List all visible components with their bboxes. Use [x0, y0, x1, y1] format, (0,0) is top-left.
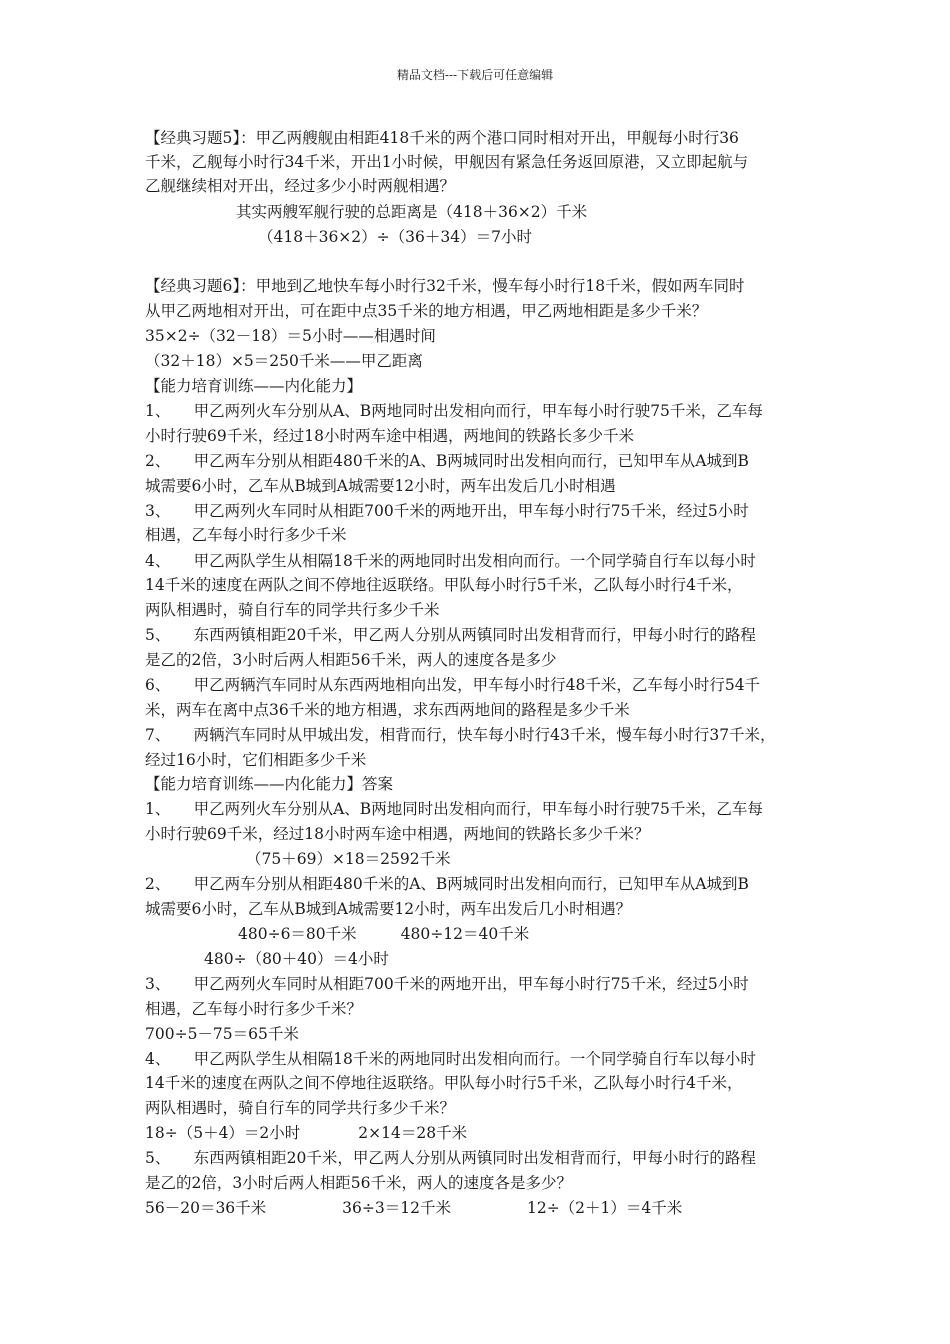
- answer-part: 480÷6＝80千米: [238, 925, 357, 943]
- answer-line: [145, 1121, 467, 1145]
- answer-part: 2×14＝28千米: [358, 1124, 468, 1142]
- text-line: 14千米的速度在两队之间不停地往返联络。甲队每小时行5千米，乙队每小时行4千米，: [145, 1074, 743, 1092]
- answer-part: 56－20＝36千米: [145, 1199, 267, 1217]
- text-line: 城需要6小时，乙车从B城到A城需要12小时，两车出发后几小时相遇？: [145, 900, 632, 918]
- text-line: 【经典习题5】：甲乙两艘舰由相距418千米的两个港口同时相对开出，甲舰每小时行36: [145, 129, 739, 147]
- answer-part: 12÷（2＋1）＝4千米: [526, 1199, 683, 1217]
- text-line: 5、 东西两镇相距20千米，甲乙两人分别从两镇同时出发相背而行，甲每小时行的路程: [145, 626, 756, 644]
- text-line: 是乙的2倍，3小时后两人相距56千米，两人的速度各是多少？: [145, 1174, 572, 1192]
- text-line: 3、 甲乙两列火车同时从相距700千米的两地开出，甲车每小时行75千米，经过5小时: [145, 502, 749, 520]
- text-line: 3、 甲乙两列火车同时从相距700千米的两地开出，甲车每小时行75千米，经过5小时: [145, 975, 749, 993]
- text-line: 千米，乙舰每小时行34千米，开出1小时候，甲舰因有紧急任务返回原港，又立即起航与: [145, 153, 749, 171]
- text-line: 1、 甲乙两列火车分别从A、B两地同时出发相向而行，甲车每小时行驶75千米，乙车每: [145, 402, 763, 420]
- text-line: 其实两艘军舰行驶的总距离是（418＋36×2）千米: [236, 203, 588, 221]
- text-line: 5、 东西两镇相距20千米，甲乙两人分别从两镇同时出发相背而行，甲每小时行的路程: [145, 1149, 756, 1167]
- text-line: 乙舰继续相对开出，经过多少小时两舰相遇？: [145, 177, 456, 195]
- section-heading: 【能力培育训练——内化能力】答案: [145, 775, 394, 793]
- text-line: 米，两车在离中点36千米的地方相遇，求东西两地间的路程是多少千米: [145, 701, 630, 719]
- text-line: 6、 甲乙两辆汽车同时从东西两地相向出发，甲车每小时行48千米，乙车每小时行54千: [145, 676, 761, 694]
- text-line: 相遇，乙车每小时行多少千米？: [145, 1000, 363, 1018]
- answer-line: 700÷5－75＝65千米: [145, 1025, 299, 1043]
- text-line: 两队相遇时，骑自行车的同学共行多少千米: [145, 601, 440, 619]
- text-line: 小时行驶69千米，经过18小时两车途中相遇，两地间的铁路长多少千米: [145, 427, 634, 445]
- text-line: 两队相遇时，骑自行车的同学共行多少千米？: [145, 1099, 456, 1117]
- text-line: 【经典习题6】：甲地到乙地快车每小时行32千米，慢车每小时行18千米，假如两车同时: [145, 277, 745, 295]
- answer-part: 18÷（5＋4）＝2小时: [145, 1124, 301, 1142]
- answer-part: 36÷3＝12千米: [342, 1199, 451, 1217]
- answer-line: （75＋69）×18＝2592千米: [246, 850, 451, 868]
- text-line: 相遇，乙车每小时行多少千米: [145, 526, 347, 544]
- text-line: 经过16小时，它们相距多少千米: [145, 751, 367, 769]
- text-line: 14千米的速度在两队之间不停地往返联络。甲队每小时行5千米，乙队每小时行4千米，: [145, 576, 743, 594]
- section-heading: 【能力培育训练——内化能力】: [145, 377, 363, 395]
- page-header: 精品文档---下载后可任意编辑: [396, 68, 554, 82]
- text-line: 城需要6小时，乙车从B城到A城需要12小时，两车出发后几小时相遇: [145, 477, 616, 495]
- answer-part: 480÷12＝40千米: [400, 925, 530, 943]
- text-line: 35×2÷（32－18）＝5小时——相遇时间: [145, 327, 436, 345]
- text-line: 2、 甲乙两车分别从相距480千米的A、B两城同时出发相向而行，已知甲车从A城到B: [145, 452, 749, 470]
- text-line: 2、 甲乙两车分别从相距480千米的A、B两城同时出发相向而行，已知甲车从A城到B: [145, 875, 749, 893]
- text-line: 1、 甲乙两列火车分别从A、B两地同时出发相向而行，甲车每小时行驶75千米，乙车每: [145, 800, 763, 818]
- text-line: 4、 甲乙两队学生从相隔18千米的两地同时出发相向而行。一个同学骑自行车以每小时: [145, 1050, 756, 1068]
- text-line: 4、 甲乙两队学生从相隔18千米的两地同时出发相向而行。一个同学骑自行车以每小时: [145, 552, 756, 570]
- answer-line: 480÷（80＋40）＝4小时: [204, 950, 389, 968]
- text-line: （32＋18）×5＝250千米——甲乙距离: [145, 352, 423, 370]
- text-line: 是乙的2倍，3小时后两人相距56千米，两人的速度各是多少: [145, 651, 557, 669]
- text-line: 小时行驶69千米，经过18小时两车途中相遇，两地间的铁路长多少千米？: [145, 825, 650, 843]
- text-line: 7、 两辆汽车同时从甲城出发，相背而行，快车每小时行43千米，慢车每小时行37千米，: [145, 726, 776, 744]
- text-line: 从甲乙两地相对开出，可在距中点35千米的地方相遇，甲乙两地相距是多少千米？: [145, 302, 708, 320]
- text-line: （418＋36×2）÷（36＋34）＝7小时: [258, 228, 532, 246]
- answer-line: [238, 922, 529, 946]
- answer-line: [145, 1196, 682, 1220]
